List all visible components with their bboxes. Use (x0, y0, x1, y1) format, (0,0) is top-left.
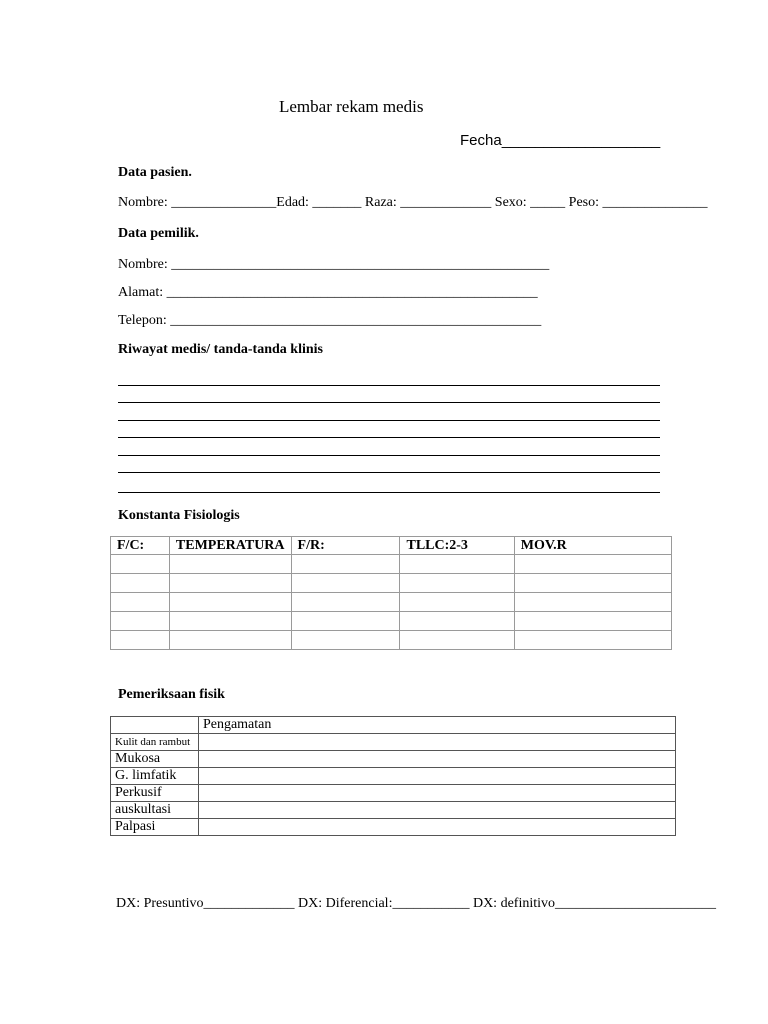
vitals-header-movr: MOV.R (514, 537, 671, 555)
owner-nombre-field[interactable]: Nombre: ______________________________________________________ (118, 257, 550, 272)
exam-row-input[interactable] (198, 785, 675, 802)
table-cell[interactable] (111, 593, 170, 612)
exam-header-pengamatan: Pengamatan (198, 717, 675, 734)
table-cell[interactable] (111, 631, 170, 650)
table-row (111, 802, 676, 819)
table-row (111, 819, 676, 836)
table-cell[interactable] (514, 612, 671, 631)
table-cell[interactable] (514, 574, 671, 593)
table-cell[interactable] (291, 593, 400, 612)
vitals-header-fc: F/C: (111, 537, 170, 555)
exam-row-input[interactable] (198, 734, 675, 751)
table-cell[interactable] (400, 574, 514, 593)
exam-row-label: Kulit dan rambut (111, 734, 199, 751)
table-cell[interactable] (111, 574, 170, 593)
exam-row-input[interactable] (198, 751, 675, 768)
table-cell[interactable] (400, 555, 514, 574)
exam-row-label: auskultasi (111, 802, 199, 819)
table-row (111, 593, 672, 612)
dx-fields-line[interactable]: DX: Presuntivo_____________ DX: Diferencial:___________ DX: definitivo_______________________ (116, 896, 717, 911)
riwayat-line-6[interactable] (118, 472, 660, 473)
table-cell[interactable] (400, 612, 514, 631)
table-cell[interactable] (111, 555, 170, 574)
table-cell[interactable] (514, 593, 671, 612)
heading-konstanta: Konstanta Fisiologis (118, 508, 240, 523)
table-cell[interactable] (291, 574, 400, 593)
vitals-header-row (111, 537, 672, 555)
exam-row-label: G. limfatik (111, 768, 199, 785)
exam-row-label: Perkusif (111, 785, 199, 802)
vitals-header-tllc: TLLC:2-3 (400, 537, 514, 555)
exam-header-empty (111, 717, 199, 734)
owner-alamat-field[interactable]: Alamat: _____________________________________________________ (118, 285, 538, 300)
heading-data-pemilik: Data pemilik. (118, 226, 199, 241)
table-cell[interactable] (400, 593, 514, 612)
table-row (111, 631, 672, 650)
table-cell[interactable] (169, 612, 291, 631)
table-cell[interactable] (169, 574, 291, 593)
table-cell[interactable] (291, 612, 400, 631)
exam-row-input[interactable] (198, 768, 675, 785)
heading-data-pasien: Data pasien. (118, 165, 192, 180)
riwayat-line-4[interactable] (118, 437, 660, 438)
table-row (111, 612, 672, 631)
table-cell[interactable] (514, 631, 671, 650)
table-cell[interactable] (291, 631, 400, 650)
table-row (111, 555, 672, 574)
table-row (111, 734, 676, 751)
table-cell[interactable] (111, 612, 170, 631)
riwayat-line-3[interactable] (118, 420, 660, 421)
vitals-header-temperatura: TEMPERATURA (169, 537, 291, 555)
table-cell[interactable] (169, 631, 291, 650)
table-cell[interactable] (400, 631, 514, 650)
heading-riwayat: Riwayat medis/ tanda-tanda klinis (118, 342, 323, 357)
exam-row-label: Mukosa (111, 751, 199, 768)
riwayat-line-5[interactable] (118, 455, 660, 456)
exam-table (110, 716, 676, 836)
exam-header-row (111, 717, 676, 734)
table-cell[interactable] (514, 555, 671, 574)
riwayat-line-7[interactable] (118, 492, 660, 493)
table-row (111, 751, 676, 768)
patient-fields-line[interactable]: Nombre: _______________Edad: _______ Raza: _____________ Sexo: _____ Peso: _______________ (118, 195, 708, 210)
table-cell[interactable] (291, 555, 400, 574)
table-cell[interactable] (169, 555, 291, 574)
fecha-field[interactable]: Fecha___________________ (460, 132, 661, 149)
exam-row-label: Palpasi (111, 819, 199, 836)
exam-row-input[interactable] (198, 819, 675, 836)
table-row (111, 574, 672, 593)
table-row (111, 768, 676, 785)
page-title: Lembar rekam medis (279, 97, 424, 116)
riwayat-line-2[interactable] (118, 402, 660, 403)
owner-telepon-field[interactable]: Telepon: _____________________________________________________ (118, 313, 542, 328)
table-cell[interactable] (169, 593, 291, 612)
vitals-table (110, 536, 672, 650)
heading-pemeriksaan: Pemeriksaan fisik (118, 687, 225, 702)
exam-row-input[interactable] (198, 802, 675, 819)
table-row (111, 785, 676, 802)
riwayat-line-1[interactable] (118, 385, 660, 386)
vitals-header-fr: F/R: (291, 537, 400, 555)
